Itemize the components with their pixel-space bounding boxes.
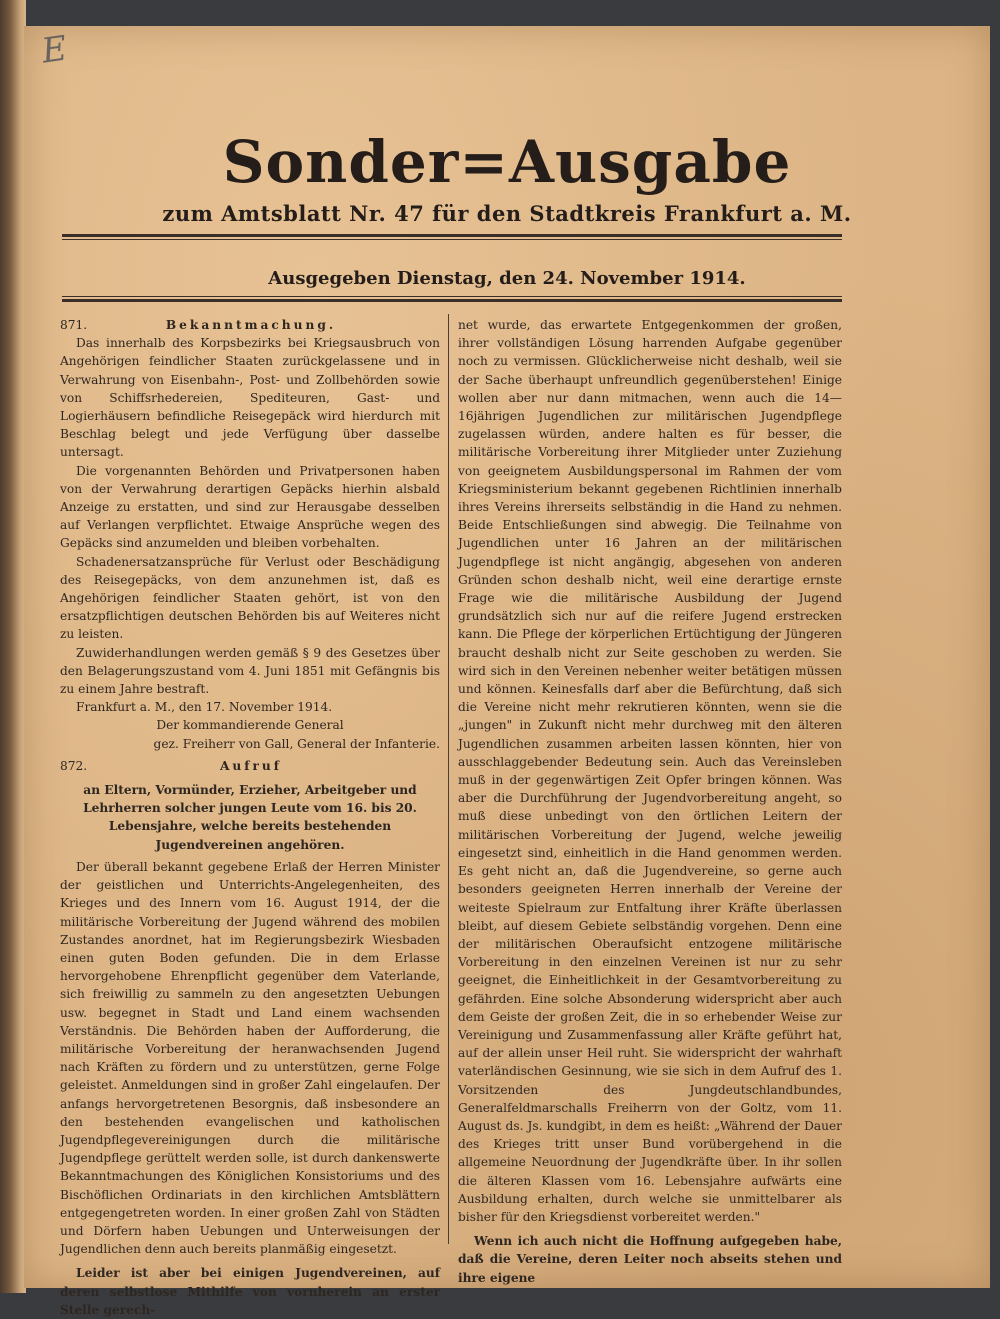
- paragraph: Leider ist aber bei einigen Jugendvereinen, auf deren selbstlose Mithilfe von vornherein an erster Stelle gerech-: [60, 1266, 440, 1317]
- place-date: Frankfurt a. M., den 17. November 1914.: [76, 700, 333, 715]
- newspaper-page: [24, 26, 990, 1317]
- paragraph: net wurde, das erwartete Entgegenkommen der großen, ihrer vollständigen Lösung harrenden Aufgabe gegenüber noch zu vermissen. Glücklicherweise nicht deshalb, weil sie der Sache überhaupt unfreundlich gegenüberstehen! Einige wollen aber nur dann mitmachen, wenn auch die 14—16jährigen Jugendlichen zur militärischen Jugendpflege zugelassen würden, andere halten es für besser, die militärische Vorbereitung ihrer Mitglieder unter Zuziehung von geeignetem Ausbildungspersonal im Rahmen der vom Kriegsministerium bekannt gegebenen Richtlinien innerhalb ihres Vereins ihrerseits selbständig in die Hand zu nehmen. Beide Entschließungen sind abwegig. Die Teilnahme von Jugendlichen unter 16 Jahren an der militärischen Jugendpflege ist nicht angängig, abgesehen von anderen Gründen schon deshalb nicht, weil eine derartige ernste Frage wie die militärische Ausbildung der Jugend grundsätzlich sich nur auf die reifere Jugend erstrecken kann. Die Pflege der körperlichen Ertüchtigung der Jüngeren braucht deshalb nicht zur Seite geschoben zu werden. Sie wird sich in den Vereinen nebenher weiter betätigen müssen und können. Keinesfalls darf aber die Befürchtung, daß sich die Vereine nicht mehr rekrutieren könnten, wenn sie die „jungen" in Zukunft nicht mehr durchweg mit den älteren Jugendlichen zusammen arbeiten lassen könnten, hier von ausschlaggebender Bedeutung sein. Auch das Vereinsleben muß in der gegenwärtigen Zeit Opfer bringen können. Was aber die Durchführung der Jugendvorbereitung angeht, so muß diese unbedingt von den örtlichen Leitern der militärischen Vorbereitung der Jugend, welche jeweilig eingesetzt sind, einheitlich in die Hand genommen werden. Es geht nicht an, daß die Jugendvereine, so gerne auch besonders geeigneten Herren innerhalb der Vereine der weiteste Spielraum zur Entfaltung ihrer Kräfte überlassen bleibt, auf diesem Gebiete selbständig vorgehen. Denn eine der militärischen Oberaufsicht entzogene militärische Vorbereitung in den einzelnen Vereinen ist nur zu sehr geeignet, die Einheitlichkeit in der Gesamtvorbereitung zu gefährden. Eine solche Absonderung widerspricht aber auch dem Geiste der großen Zeit, die in so erhebender Weise zur Vereinigung und Zusammenfassung aller Kräfte geführt hat, auf der allein unser Heil ruht. Sie widerspricht der wahrhaft vaterländischen Gesinnung, wie sie sich in dem Aufruf des 1. Vorsitzenden des Jungdeutschlandbundes, Generalfeldmarschalls Freiherrn von der Goltz, vom 11. August ds. Js. kundgibt, in dem es heißt: „Während der Dauer des Krieges tritt unser Bund vorübergehend in die allgemeine Neuordnung der Jugendkräfte über. In ihr sollen die älteren Klassen vom 16. Lebensjahre aufwärts eine Ausbildung erhalten, durch welche sie unmittelbarer als bisher für den Kriegsdienst vorbereitet werden.": [458, 318, 842, 1224]
- notice-number: 871.: [60, 318, 88, 332]
- paragraph: Das innerhalb des Korpsbezirks bei Kriegsausbruch von Angehörigen feindlicher Staaten zurückgelassene und in Verwahrung von Eisenbahn-, Post- und Zollbehörden sowie von Schiffsrhedereien, Spediteuren, Gast- und Logierhäusern befindliche Reisegepäck wird hierdurch mit Beschlag belegt und jede Verfügung über dasselbe untersagt.: [60, 336, 440, 460]
- signatory-role: Der kommandierende General: [156, 718, 344, 733]
- headline-subtitle: zum Amtsblatt Nr. 47 für den Stadtkreis Frankfurt a. M.: [162, 201, 852, 226]
- notice-871-heading: [60, 316, 440, 334]
- paragraph: Wenn ich auch nicht die Hoffnung aufgegeben habe, daß die Vereine, deren Leiter noch abseits stehen und ihre eigene: [458, 1234, 842, 1285]
- paragraph: Zuwiderhandlungen werden gemäß § 9 des Gesetzes über den Belagerungszustand vom 4. Juni 1851 mit Gefängnis bis zu einem Jahre bestraft.: [60, 645, 440, 697]
- issue-dateline: Ausgegeben Dienstag, den 24. November 1914.: [268, 268, 746, 289]
- column-divider: [448, 314, 449, 1244]
- book-spine: [0, 0, 26, 1293]
- paragraph: Der überall bekannt gegebene Erlaß der Herren Minister der geistlichen und Unterrichts-Angelegenheiten, des Krieges und des Innern vom 16. August 1914, der die militärische Vorbereitung der Jugend während des mobilen Zustandes anordnet, hat im Regierungsbezirk Wiesbaden einen guten Boden gefunden. Die in dem Erlasse hervorgehobene Ehrenpflicht gegenüber dem Vaterlande, sich freiwillig zu sammeln zu den angesetzten Uebungen usw. begegnet in Stadt und Land einem wachsenden Verständnis. Die Behörden haben der Aufforderung, die militärische Vorbereitung der heranwachsenden Jugend nach Kräften zu fördern und zu unterstützen, gerne Folge geleistet. Anmeldungen sind in großer Zahl eingelaufen. Der anfangs hervorgetretenen Besorgnis, daß insbesondere an den bestehenden evangelischen und katholischen Jugendpflegevereinigungen durch die militärische Jugendpflege gerüttelt werden solle, ist durch dankenswerte Bekanntmachungen des Königlichen Konsistoriums und des Bischöflichen Ordinariats in den kirchlichen Amtsblättern entgegengetreten worden. In einer großen Zahl von Städten und Dörfern haben Uebungen und Unterweisungen der Jugendlichen denn auch bereits planmäßig eingesetzt.: [60, 859, 440, 1257]
- signature-line: gez. Freiherr von Gall, General der Infanterie.: [153, 736, 440, 751]
- rule-top-thick: [62, 234, 842, 237]
- rule-mid-thick: [62, 299, 842, 302]
- right-column: [458, 316, 842, 1287]
- paragraph: Die vorgenannten Behörden und Privatpersonen haben von der Verwahrung derartigen Gepäcks hierhin alsbald Anzeige zu erstatten, und sind zur Herausgabe desselben auf Verlangen verpflichtet. Etwaige Ansprüche wegen des Gepäcks sind anzumelden und bleiben vorbehalten.: [60, 463, 440, 551]
- notice-title: Aufruf: [219, 758, 283, 773]
- headline-title: Sonder=Ausgabe: [222, 128, 792, 196]
- left-column: [60, 316, 440, 1319]
- margin-pencil-note: E: [39, 28, 70, 72]
- appeal-address: an Eltern, Vormünder, Erzieher, Arbeitgeber und Lehrherren solcher jungen Leute vom 16. bis 20. Lebensjahre, welche bereits bestehenden Jugendvereinen angehören.: [83, 783, 417, 852]
- paragraph: Schadenersatzansprüche für Verlust oder Beschädigung des Reisegepäcks, von dem anzunehmen ist, daß es Angehörigen feindlicher Staaten gehört, ist von den ersatzpflichtigen deutschen Behörden bis auf Weiteres nicht zu leisten.: [60, 554, 440, 642]
- notice-title: Bekanntmachung.: [165, 318, 337, 332]
- rule-mid-thin: [62, 296, 842, 297]
- notice-number: 872.: [60, 758, 88, 773]
- notice-872-heading: [60, 757, 440, 775]
- rule-top-thin: [62, 239, 842, 240]
